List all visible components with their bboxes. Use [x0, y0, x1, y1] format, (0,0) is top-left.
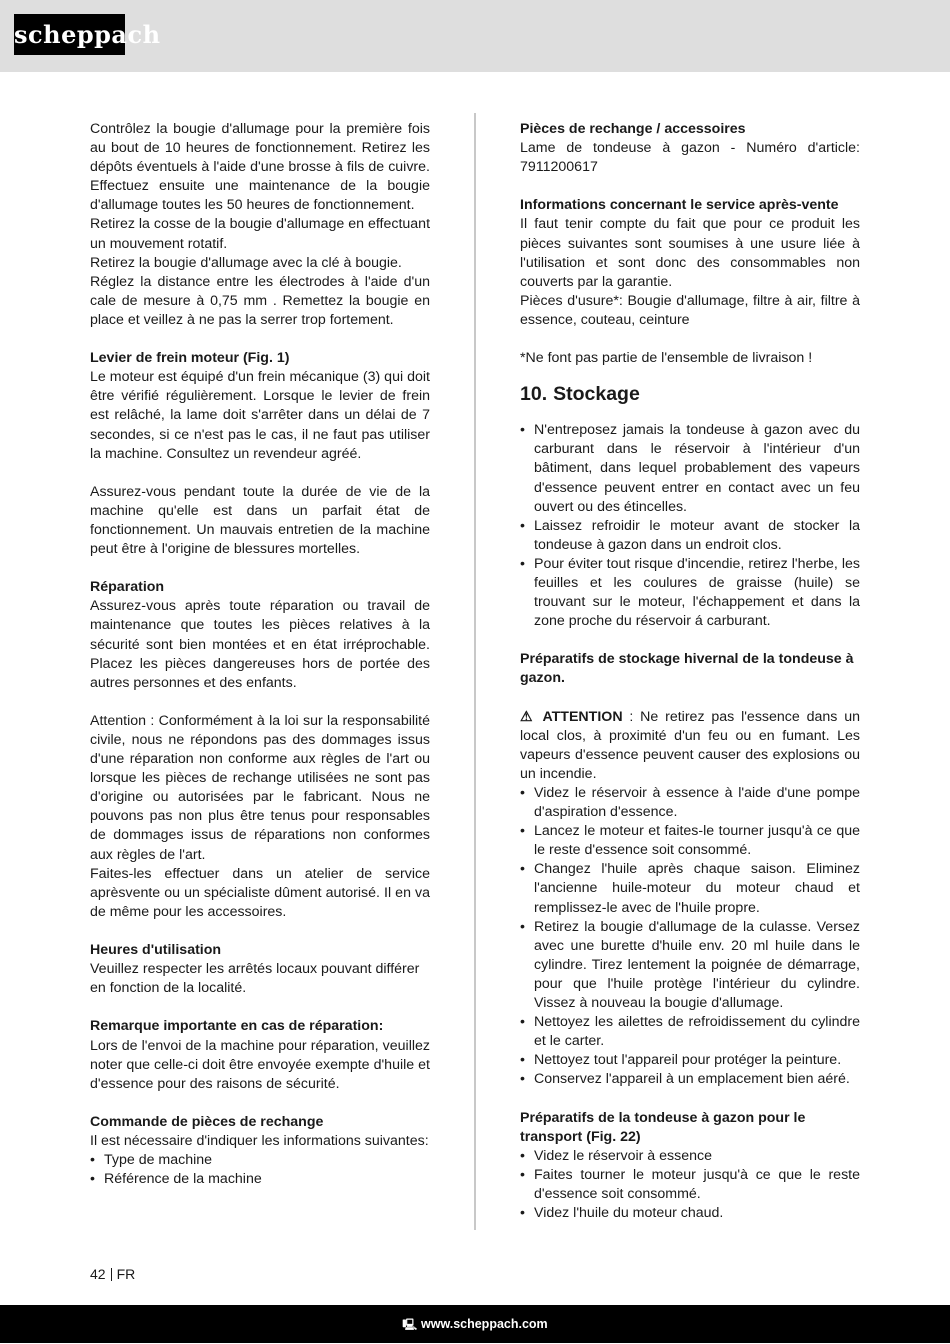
- repair-note-heading: Remarque importante en cas de réparation:: [90, 1018, 384, 1035]
- section-number: 10.: [520, 383, 548, 406]
- page-footer: [90, 1265, 135, 1283]
- condition-paragraph: Assurez-vous pendant toute la durée de vie de la machine qu'elle est dans un parfait état de fonctionnement. Un mauvais entretien de la machine peut être à l'origine de blessures mortelles.: [90, 483, 430, 558]
- accessories-heading: Pièces de rechange / accessoires: [520, 121, 746, 137]
- repair-heading: Réparation: [90, 579, 165, 596]
- right-column: [520, 120, 860, 1223]
- spark-plug-paragraph-2: Retirez la cosse de la bougie d'allumage en effectuant un mouvement rotatif.: [90, 216, 431, 252]
- transport-heading: Préparatifs de la tondeuse à gazon pour le transport (Fig. 22): [520, 1109, 806, 1145]
- monitor-icon: 🖳: [402, 1319, 418, 1331]
- usage-hours-paragraph: Veuillez respecter les arrêtés locaux pouvant différer en fonction de la localité.: [90, 961, 420, 997]
- page-number: 42: [90, 1266, 106, 1282]
- scheppach-logo: scheppach: [14, 14, 125, 55]
- brake-paragraph: Le moteur est équipé d'un frein mécanique (3) qui doit être vérifié régulièrement. Lorsque le levier de frein est relâché, la lame doit s'arrêter dans un délai de 7 secondes, si ce n'est pas le cas, il ne faut pas utiliser la machine. Consultez un revendeur agréé.: [90, 369, 430, 462]
- list-item: • Retirez la bougie d'allumage de la culasse. Versez avec une burette d'huile env. 20 ml huile dans le cylindre. Tirez lentement la poignée de démarrage, pour que l'huile protège l'intérieur du cylindre. Vissez à nouveau la bougie d'allumage.: [520, 918, 860, 1013]
- list-item: • Videz le réservoir à essence: [520, 1147, 860, 1166]
- list-item: • Nettoyez tout l'appareil pour protéger la peinture.: [520, 1051, 860, 1070]
- list-item: • Type de machine: [90, 1151, 430, 1170]
- list-item: • Changez l'huile après chaque saison. Eliminez l'ancienne huile-moteur du moteur chaud et remplissez-le avec de l'huile propre.: [520, 860, 860, 917]
- brake-heading: Levier de frein moteur (Fig. 1): [90, 350, 290, 367]
- list-item: • Faites tourner le moteur jusqu'à ce que le reste d'essence soit consommé.: [520, 1166, 860, 1204]
- winter-storage-heading: Préparatifs de stockage hivernal de la tondeuse à gazon.: [520, 651, 854, 687]
- column-divider: [474, 113, 476, 1230]
- website-bar: [0, 1305, 950, 1343]
- header-bar: [0, 0, 950, 72]
- attention-paragraph: [520, 708, 860, 784]
- list-item: • Conservez l'appareil à un emplacement bien aéré.: [520, 1070, 860, 1089]
- list-item: • Référence de la machine: [90, 1170, 430, 1189]
- storage-list: [520, 421, 860, 631]
- accessories-paragraph: Lame de tondeuse à gazon - Numéro d'article: 7911200617: [520, 140, 860, 176]
- transport-list: [520, 1147, 860, 1223]
- page-separator: [111, 1268, 112, 1281]
- list-item: • Laissez refroidir le moteur avant de stocker la tondeuse à gazon dans un endroit clos.: [520, 517, 860, 555]
- left-column: [90, 120, 430, 1189]
- repair-paragraph: Assurez-vous après toute réparation ou travail de maintenance que toutes les pièces relatives à la sécurité sont bien montées et en état irréprochable. Placez les pièces dangereuses hors de portée des autres personnes et des enfants.: [90, 598, 430, 691]
- website-link[interactable]: www.scheppach.com: [421, 1317, 548, 1331]
- after-sales-paragraph: Il faut tenir compte du fait que pour ce produit les pièces suivantes sont soumises à une usure liée à l'utilisation et sont donc des consommables non couverts par la garantie.: [520, 216, 860, 290]
- spark-plug-paragraph: Contrôlez la bougie d'allumage pour la première fois au bout de 10 heures de fonctionnement. Retirez les dépôts éventuels à l'aide d'une brosse à fils de cuivre. Effectuez ensuite une maintenance de la bougie d'allumage toutes les 50 heures de fonctionnement.: [90, 121, 430, 214]
- list-item: • Lancez le moteur et faites-le tourner jusqu'à ce que le reste d'essence soit consommé.: [520, 822, 860, 860]
- winter-storage-list: [520, 784, 860, 1090]
- spark-plug-paragraph-3: Retirez la bougie d'allumage avec la clé à bougie.: [90, 254, 402, 271]
- spare-parts-order-paragraph: Il est nécessaire d'indiquer les informations suivantes:: [90, 1132, 429, 1149]
- warning-icon: ⚠: [520, 708, 536, 725]
- attention-text: : Ne retirez pas l'essence dans un local clos, à proximité d'un feu ou en fumant. Les vapeurs d'essence peuvent causer des explosions ou un incendie.: [520, 708, 860, 782]
- list-item: • Videz l'huile du moteur chaud.: [520, 1204, 860, 1223]
- spare-parts-order-heading: Commande de pièces de rechange: [90, 1113, 324, 1130]
- liability-paragraph: Attention : Conformément à la loi sur la responsabilité civile, nous ne répondons pas des dommages issus d'une réparation non conforme aux règles de l'art ou lorsque les pièces de rechange utilisées ne sont pas d'origine ou autorisées par le fabricant. Nous ne pouvons pas non plus être tenus pour responsables de dommages issus de réparations non conformes aux règles de l'art.: [90, 712, 430, 863]
- service-workshop-paragraph: Faites-les effectuer dans un atelier de service aprèsvente ou un spécialiste dûment autorisé. Il en va de même pour les accessoires.: [90, 865, 430, 920]
- list-item: • N'entreposez jamais la tondeuse à gazon avec du carburant dans le réservoir à l'intérieur d'un bâtiment, dans lequel probablement des vapeurs d'essence peuvent entrer en contact avec un feu ouvert ou des étincelles.: [520, 421, 860, 516]
- wear-parts-paragraph: Pièces d'usure*: Bougie d'allumage, filtre à air, filtre à essence, couteau, ceinture: [520, 292, 860, 328]
- list-item: • Pour éviter tout risque d'incendie, retirez l'herbe, les feuilles et les coulures de graisse (huile) se trouvant sur le moteur, l'échappement et dans la zone proche du réservoir á carburant.: [520, 555, 860, 631]
- repair-note-paragraph: Lors de l'envoi de la machine pour réparation, veuillez noter que celle-ci doit être envoyée exempte d'huile et d'essence pour des raisons de sécurité.: [90, 1037, 430, 1092]
- order-info-list: [90, 1151, 430, 1189]
- delivery-note: *Ne font pas partie de l'ensemble de livraison !: [520, 350, 813, 367]
- spark-plug-paragraph-4: Réglez la distance entre les électrodes à l'aide d'un cale de mesure à 0,75 mm . Remettez la bougie en place et veillez à ne pas la serrer trop fortement.: [90, 273, 430, 328]
- list-item: • Nettoyez les ailettes de refroidissement du cylindre et le carter.: [520, 1013, 860, 1051]
- list-item: • Videz le réservoir à essence à l'aide d'une pompe d'aspiration d'essence.: [520, 784, 860, 822]
- usage-hours-heading: Heures d'utilisation: [90, 942, 222, 959]
- attention-label: ATTENTION: [542, 708, 623, 725]
- section-title-text: Stockage: [553, 383, 640, 406]
- section-title: [520, 382, 860, 406]
- language-code: FR: [116, 1266, 136, 1282]
- after-sales-heading: Informations concernant le service après-vente: [520, 197, 839, 214]
